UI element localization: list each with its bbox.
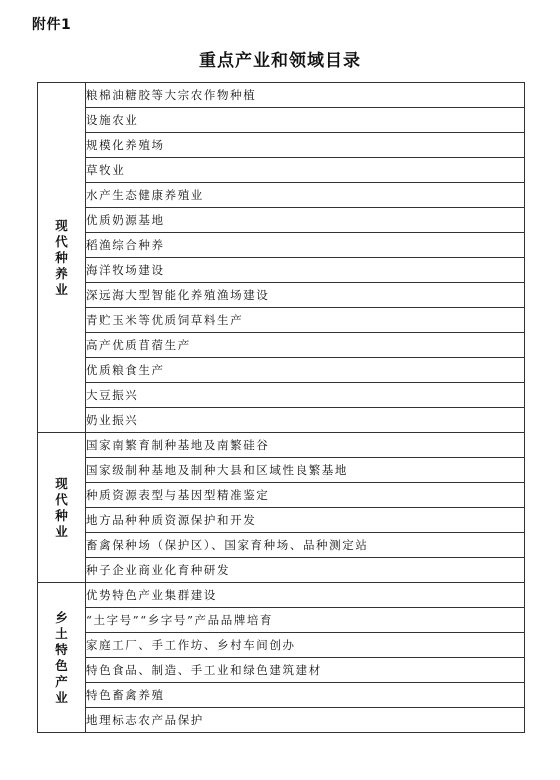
table-row [38, 483, 525, 508]
table-row [38, 358, 525, 383]
table-row [38, 183, 525, 208]
item-cell: 青贮玉米等优质饲草料生产 [86, 308, 525, 333]
item-cell: 优质奶源基地 [86, 208, 525, 233]
item-cell: 奶业振兴 [86, 408, 525, 433]
item-cell: 种子企业商业化育种研发 [86, 558, 525, 583]
item-cell: 国家级制种基地及制种大县和区域性良繁基地 [86, 458, 525, 483]
table-row [38, 533, 525, 558]
table-row [38, 583, 525, 608]
table-row [38, 633, 525, 658]
attachment-label: 附件1 [32, 17, 72, 33]
item-cell: 地理标志农产品保护 [86, 708, 525, 733]
item-cell: 特色畜禽养殖 [86, 683, 525, 708]
item-cell: 特色食品、制造、手工业和绿色建筑建材 [86, 658, 525, 683]
table-row [38, 433, 525, 458]
table-row [38, 608, 525, 633]
item-cell: 草牧业 [86, 158, 525, 183]
category-label: 乡土特色产业 [55, 609, 68, 705]
table-row [38, 133, 525, 158]
item-cell: 种质资源表型与基因型精准鉴定 [86, 483, 525, 508]
item-cell: 大豆振兴 [86, 383, 525, 408]
item-cell: 地方品种种质资源保护和开发 [86, 508, 525, 533]
catalog-body [38, 83, 525, 733]
item-cell: 规模化养殖场 [86, 133, 525, 158]
item-cell: 海洋牧场建设 [86, 258, 525, 283]
table-row [38, 458, 525, 483]
item-cell: 深远海大型智能化养殖渔场建设 [86, 283, 525, 308]
item-cell: 水产生态健康养殖业 [86, 183, 525, 208]
category-label: 现代种养业 [55, 217, 68, 297]
table-row [38, 108, 525, 133]
category-cell [38, 433, 86, 583]
table-row [38, 208, 525, 233]
table-row [38, 308, 525, 333]
category-cell [38, 583, 86, 733]
item-cell: 畜禽保种场（保护区）、国家育种场、品种测定站 [86, 533, 525, 558]
table-row [38, 658, 525, 683]
table-row [38, 708, 525, 733]
table-row [38, 258, 525, 283]
item-cell: 高产优质苜蓿生产 [86, 333, 525, 358]
item-cell: “土字号”“乡字号”产品品牌培育 [86, 608, 525, 633]
table-row [38, 158, 525, 183]
table-row [38, 333, 525, 358]
table-row [38, 558, 525, 583]
page-title: 重点产业和领域目录 [199, 51, 361, 71]
item-cell: 优质粮食生产 [86, 358, 525, 383]
item-cell: 优势特色产业集群建设 [86, 583, 525, 608]
item-cell: 稻渔综合种养 [86, 233, 525, 258]
table-row [38, 383, 525, 408]
category-cell [38, 83, 86, 433]
item-cell: 国家南繁育制种基地及南繁硅谷 [86, 433, 525, 458]
table-row [38, 233, 525, 258]
table-row [38, 83, 525, 108]
item-cell: 粮棉油糖胶等大宗农作物种植 [86, 83, 525, 108]
table-row [38, 508, 525, 533]
table-row [38, 683, 525, 708]
item-cell: 家庭工厂、手工作坊、乡村车间创办 [86, 633, 525, 658]
table-row [38, 408, 525, 433]
category-label: 现代种业 [55, 475, 68, 539]
industry-catalog-table [37, 82, 525, 733]
table-row [38, 283, 525, 308]
item-cell: 设施农业 [86, 108, 525, 133]
